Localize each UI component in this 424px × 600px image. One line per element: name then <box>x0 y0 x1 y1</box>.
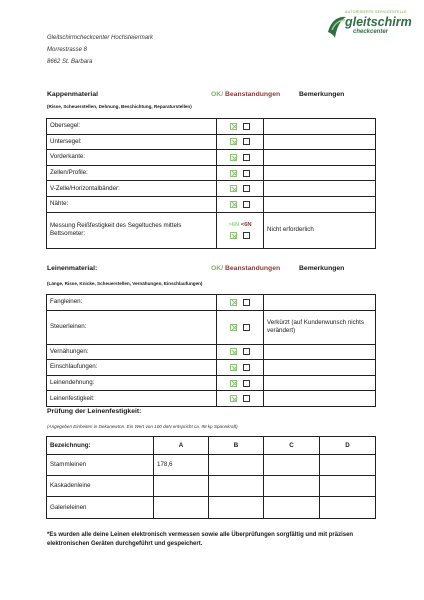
festigkeit-table <box>46 436 376 519</box>
leinen-col-ok: OK/ <box>211 265 224 272</box>
company-name: Gleitschirmcheckcenter Hochsteiermark <box>47 35 154 41</box>
issue-checkbox[interactable] <box>243 395 250 402</box>
measure-threshold: >6N <6N <box>228 222 252 229</box>
cell-c <box>264 476 320 497</box>
kappen-subtitle: (Risse, Scheuerstellen, Dehnung, Beschichtung, Reparaturstellen) <box>47 104 192 109</box>
logo <box>327 10 412 46</box>
row-label: Galerieleinen <box>47 497 154 519</box>
table-row <box>47 212 376 248</box>
measure-note: Nicht erforderlich <box>264 212 376 248</box>
leinen-col-notes: Bemerkungen <box>299 265 345 272</box>
measure-label: Messung Reißfestigkeit des Segeltuches mittels Bettsometer: <box>47 212 217 248</box>
city-address: 8662 St. Barbara <box>47 59 93 65</box>
row-note <box>264 181 376 197</box>
leinen-subtitle: (Länge, Risse, Knicke, Scheuerstellen, Vernähungen, Einschlaufungen) <box>47 281 203 286</box>
table-row <box>47 375 376 391</box>
row-label: Einschlaufungen: <box>47 360 217 376</box>
row-note <box>264 391 376 407</box>
table-row <box>47 295 376 311</box>
festigkeit-subtitle: (Angegeben Einheiten in Dekanewton. Ein Wert von 100 daN entspricht ca. 98 kp Spannkraft) <box>47 424 238 429</box>
ok-checkbox[interactable] <box>230 185 237 192</box>
row-note <box>264 165 376 181</box>
row-label: Untersegel: <box>47 134 217 150</box>
table-row <box>47 165 376 181</box>
cell-b <box>209 476 264 497</box>
row-label: Vernähungen: <box>47 344 217 360</box>
issue-checkbox[interactable] <box>243 348 250 355</box>
logo-sub: checkcenter <box>353 29 389 35</box>
row-note <box>264 295 376 311</box>
row-label: Zellen/Profile: <box>47 165 217 181</box>
footer-note: *Es wurden alle deine Leinen elektronisch vermessen sowie alle Überprüfungen sorgfältig und mit präzisen elektronischen Geräten durchgeführt und gespeichert. <box>47 532 354 547</box>
paraglider-logo-icon <box>327 14 347 40</box>
table-row <box>47 455 376 476</box>
kappen-title: Kappenmaterial <box>47 91 98 98</box>
row-label: Stammleinen <box>47 455 154 476</box>
logo-name: gleitschirm <box>345 15 412 29</box>
ok-checkbox[interactable] <box>230 299 237 306</box>
table-row <box>47 310 376 344</box>
column-header-a: A <box>154 437 209 455</box>
leinen-col-header <box>211 265 280 272</box>
row-note <box>264 360 376 376</box>
kappen-table <box>46 118 376 249</box>
row-label: Fangleinen: <box>47 295 217 311</box>
row-label: V-Zelle/Horizontalbänder: <box>47 181 217 197</box>
kappen-col-notes: Bemerkungen <box>299 91 345 98</box>
kappen-col-bean: Beanstandungen <box>224 91 281 98</box>
kappen-col-ok: OK/ <box>211 91 224 98</box>
row-label: Vorderkante: <box>47 150 217 166</box>
table-row <box>47 134 376 150</box>
issue-checkbox[interactable] <box>243 364 250 371</box>
issue-checkbox[interactable] <box>243 170 250 177</box>
table-row <box>47 196 376 212</box>
row-label: Leinendehnung: <box>47 375 217 391</box>
table-row <box>47 344 376 360</box>
ok-checkbox[interactable] <box>230 324 237 331</box>
festigkeit-title: Prüfung der Leinenfestigkeit: <box>47 408 142 415</box>
issue-checkbox[interactable] <box>243 138 250 145</box>
issue-checkbox[interactable] <box>243 232 250 239</box>
table-row <box>47 391 376 407</box>
ok-checkbox[interactable] <box>230 232 237 239</box>
cell-c <box>264 455 320 476</box>
row-label: Nähte: <box>47 196 217 212</box>
issue-checkbox[interactable] <box>243 299 250 306</box>
row-note <box>264 375 376 391</box>
table-header-row <box>47 437 376 455</box>
column-header-b: B <box>209 437 264 455</box>
leinen-title: Leinenmaterial: <box>47 265 98 272</box>
logo-tagline: AUTORISIERTE SERVICESTELLE <box>345 10 407 14</box>
cell-d <box>320 476 376 497</box>
row-label: Kaskadenleine <box>47 476 154 497</box>
cell-b <box>209 455 264 476</box>
issue-checkbox[interactable] <box>243 324 250 331</box>
table-row <box>47 119 376 135</box>
cell-d <box>320 497 376 519</box>
ok-checkbox[interactable] <box>230 138 237 145</box>
ok-checkbox[interactable] <box>230 380 237 387</box>
ok-checkbox[interactable] <box>230 364 237 371</box>
column-header-d: D <box>320 437 376 455</box>
ok-checkbox[interactable] <box>230 395 237 402</box>
table-row <box>47 181 376 197</box>
row-note <box>264 196 376 212</box>
street-address: Morrestrasse 8 <box>47 47 88 53</box>
issue-checkbox[interactable] <box>243 185 250 192</box>
ok-checkbox[interactable] <box>230 154 237 161</box>
issue-checkbox[interactable] <box>243 154 250 161</box>
leinen-table <box>46 294 376 407</box>
ok-checkbox[interactable] <box>230 348 237 355</box>
row-note <box>264 119 376 135</box>
row-note: Verkürzt (auf Kundenwunsch nichts verändert) <box>264 310 376 344</box>
row-note <box>264 134 376 150</box>
column-header-c: C <box>264 437 320 455</box>
issue-checkbox[interactable] <box>243 201 250 208</box>
column-header-label: Bezeichnung: <box>47 437 154 455</box>
row-label: Leinenfestigkeit: <box>47 391 217 407</box>
row-note <box>264 344 376 360</box>
table-row <box>47 476 376 497</box>
issue-checkbox[interactable] <box>243 380 250 387</box>
row-note <box>264 150 376 166</box>
kappen-col-header <box>211 91 280 98</box>
cell-b <box>209 497 264 519</box>
ok-checkbox[interactable] <box>230 201 237 208</box>
ok-checkbox[interactable] <box>230 170 237 177</box>
leinen-col-bean: Beanstandungen <box>224 265 281 272</box>
cell-a <box>154 476 209 497</box>
issue-checkbox[interactable] <box>243 123 250 130</box>
table-row <box>47 497 376 519</box>
cell-a <box>154 497 209 519</box>
row-label: Steuerleinen: <box>47 310 217 344</box>
table-row <box>47 150 376 166</box>
cell-d <box>320 455 376 476</box>
table-row <box>47 360 376 376</box>
cell-c <box>264 497 320 519</box>
cell-a: 178,6 <box>154 455 209 476</box>
row-label: Obersegel: <box>47 119 217 135</box>
ok-checkbox[interactable] <box>230 123 237 130</box>
